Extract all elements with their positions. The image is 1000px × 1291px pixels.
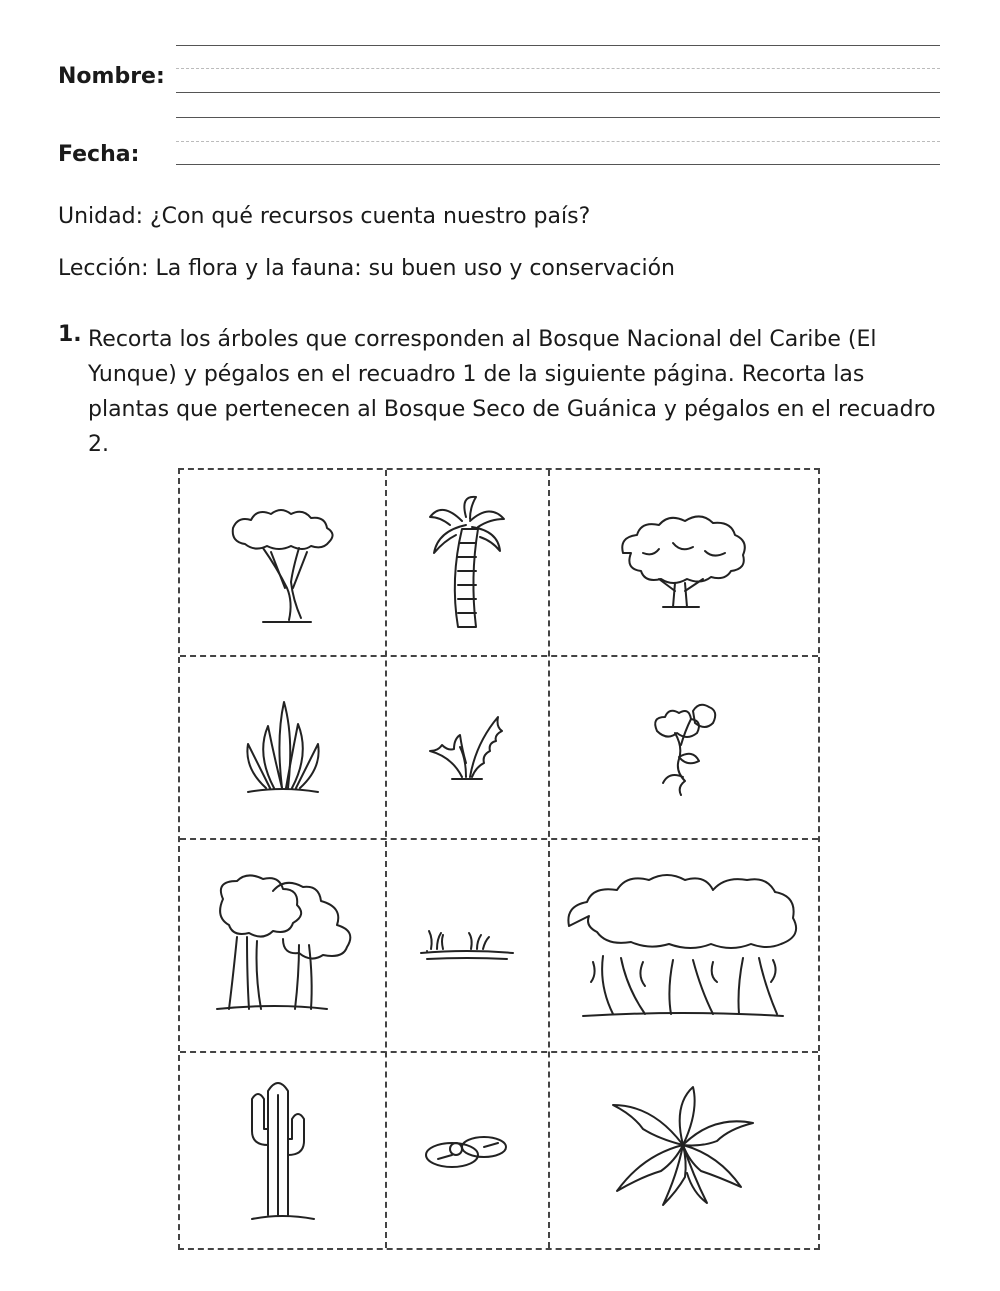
question-text: Recorta los árboles que corresponden al Bosque Nacional del Caribe (El Yunque) y pégalos en el recuadro 1 de la siguiente página. Recorta las plantas que pertenecen al Bosque Seco de Guánica y pégalos en el recuadro 2. <box>88 327 936 457</box>
water-lily-icon <box>422 1125 512 1175</box>
cutout-grid <box>178 468 820 1250</box>
cutout-cell[interactable] <box>548 1051 818 1248</box>
cutout-cell[interactable] <box>180 1051 385 1248</box>
flower-plant-icon <box>643 697 723 797</box>
cutout-cell[interactable] <box>180 838 385 1051</box>
cutout-cell[interactable] <box>180 470 385 655</box>
cutout-cell[interactable] <box>180 655 385 838</box>
cutout-cell[interactable] <box>385 1051 548 1248</box>
cutout-cell[interactable] <box>385 655 548 838</box>
tall-forest-trees-icon <box>203 875 363 1015</box>
rainforest-canopy-icon <box>563 870 803 1020</box>
cutout-cell[interactable] <box>548 838 818 1051</box>
palm-tree-icon <box>422 493 512 633</box>
unit-text: Unidad: ¿Con qué recursos cuenta nuestro país? <box>58 204 591 229</box>
succulent-plant-icon <box>238 692 328 802</box>
date-label: Fecha: <box>58 142 140 167</box>
name-label: Nombre: <box>58 64 165 89</box>
fern-plant-icon <box>422 707 512 787</box>
cutout-cell[interactable] <box>548 470 818 655</box>
bushy-tree-icon <box>613 513 753 613</box>
cutout-cell[interactable] <box>385 470 548 655</box>
cactus-icon <box>238 1075 328 1225</box>
lesson-text: Lección: La flora y la fauna: su buen uso y conservación <box>58 256 675 281</box>
question-number: 1. <box>58 322 82 347</box>
cutout-cell[interactable] <box>548 655 818 838</box>
acacia-tree-icon <box>223 498 343 628</box>
tree-fern-icon <box>603 1085 763 1215</box>
cutout-cell[interactable] <box>385 838 548 1051</box>
grass-tufts-icon <box>417 925 517 965</box>
